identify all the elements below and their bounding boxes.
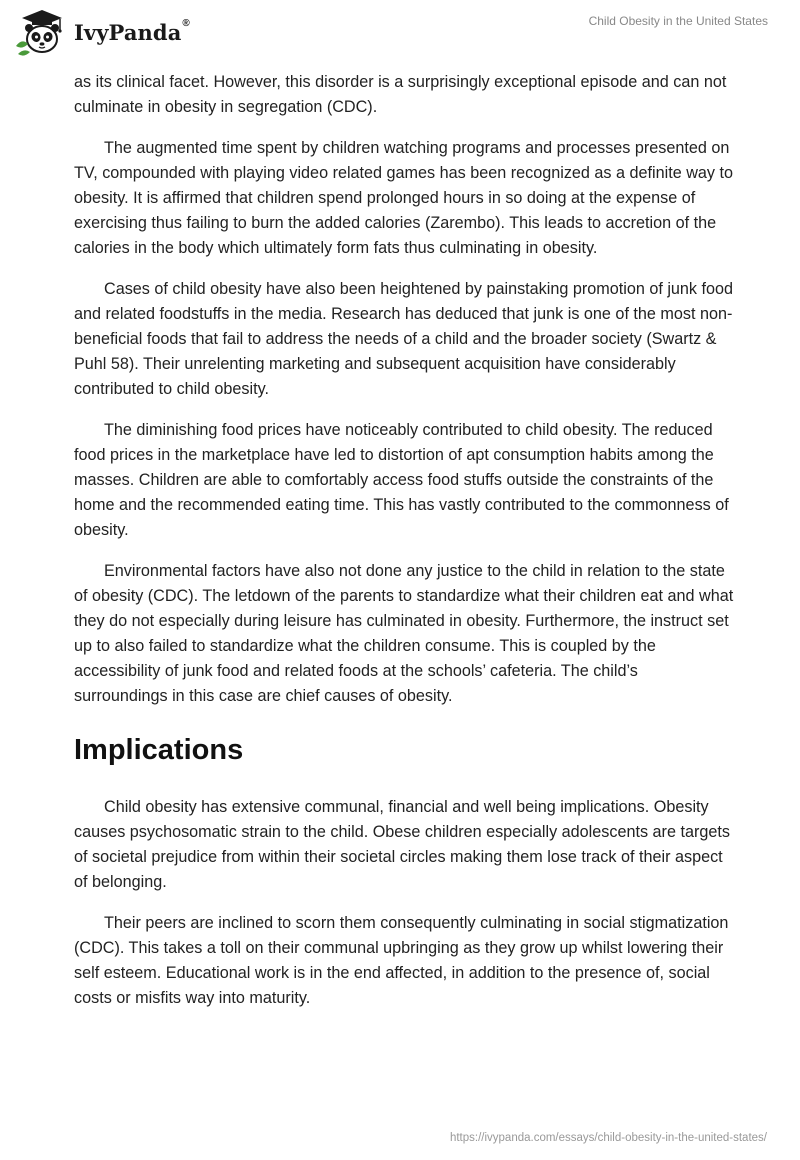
registered-mark: ®: [182, 17, 190, 29]
paragraph-tv-video-games: The augmented time spent by children watching programs and processes presented on TV, compounded with playing video related games has been recognized as a definite way to obesity. It is affirmed that children spend prolonged hours in so doing at the expense of exercising thus failing to burn the added calories (Zarembo). This leads to accretion of the calories in the body which ultimately form fats thus culminating in obesity.: [74, 139, 734, 257]
panda-logo-icon: [14, 8, 70, 56]
page-header: [0, 0, 800, 64]
paragraph-implications-overview: Child obesity has extensive communal, financial and well being implications. Obesity causes psychosomatic strain to the child. Obese children especially adolescents are targets of societal prejudice from within their societal circles making them lose track of their aspect of belonging.: [74, 798, 730, 891]
paragraph-junk-food-promotion: Cases of child obesity have also been heightened by painstaking promotion of junk food and related foodstuffs in the media. Research has deduced that junk is one of the most non-beneficial foods that fail to address the needs of a child and the broader society (Swartz & Puhl 58). Their unrelenting marketing and subsequent acquisition have considerably contributed to child obesity.: [74, 280, 734, 398]
source-url-link[interactable]: https://ivypanda.com/essays/child-obesity-in-the-united-states/: [449, 1132, 767, 1144]
section-heading-implications: Implications: [74, 734, 244, 766]
article-body: [74, 70, 734, 1027]
paragraph-environmental-factors: Environmental factors have also not done any justice to the child in relation to the state of obesity (CDC). The letdown of the parents to standardize what their children eat and what they do not especially during leisure has culminated in obesity. Furthermore, the instruct set up to also failed to standardize what the children consume. This is coupled by the accessibility of junk food and related foods at the schools’ cafeteria. The child’s surroundings in this case are chief causes of obesity.: [74, 562, 734, 705]
paragraph-food-prices: The diminishing food prices have noticeably contributed to child obesity. The reduced food prices in the marketplace have led to distortion of apt consumption habits among the masses. Children are able to comfortably access food stuffs outside the constraints of the home and the recommended eating time. This has vastly contributed to the commonness of obesity.: [74, 421, 729, 539]
document-title: Child Obesity in the United States: [588, 14, 768, 28]
brand-logo[interactable]: [14, 8, 190, 56]
paragraph-social-stigmatization: Their peers are inclined to scorn them consequently culminating in social stigmatization (CDC). This takes a toll on their communal upbringing as they grow up whilst lowering their self esteem. Educational work is in the end affected, in addition to the presence of, social costs or misfits way into maturity.: [74, 914, 729, 1007]
paragraph-continued: as its clinical facet. However, this disorder is a surprisingly exceptional episode and can not culminate in obesity in segregation (CDC).: [74, 73, 727, 116]
brand-name: IvyPanda®: [74, 17, 190, 45]
